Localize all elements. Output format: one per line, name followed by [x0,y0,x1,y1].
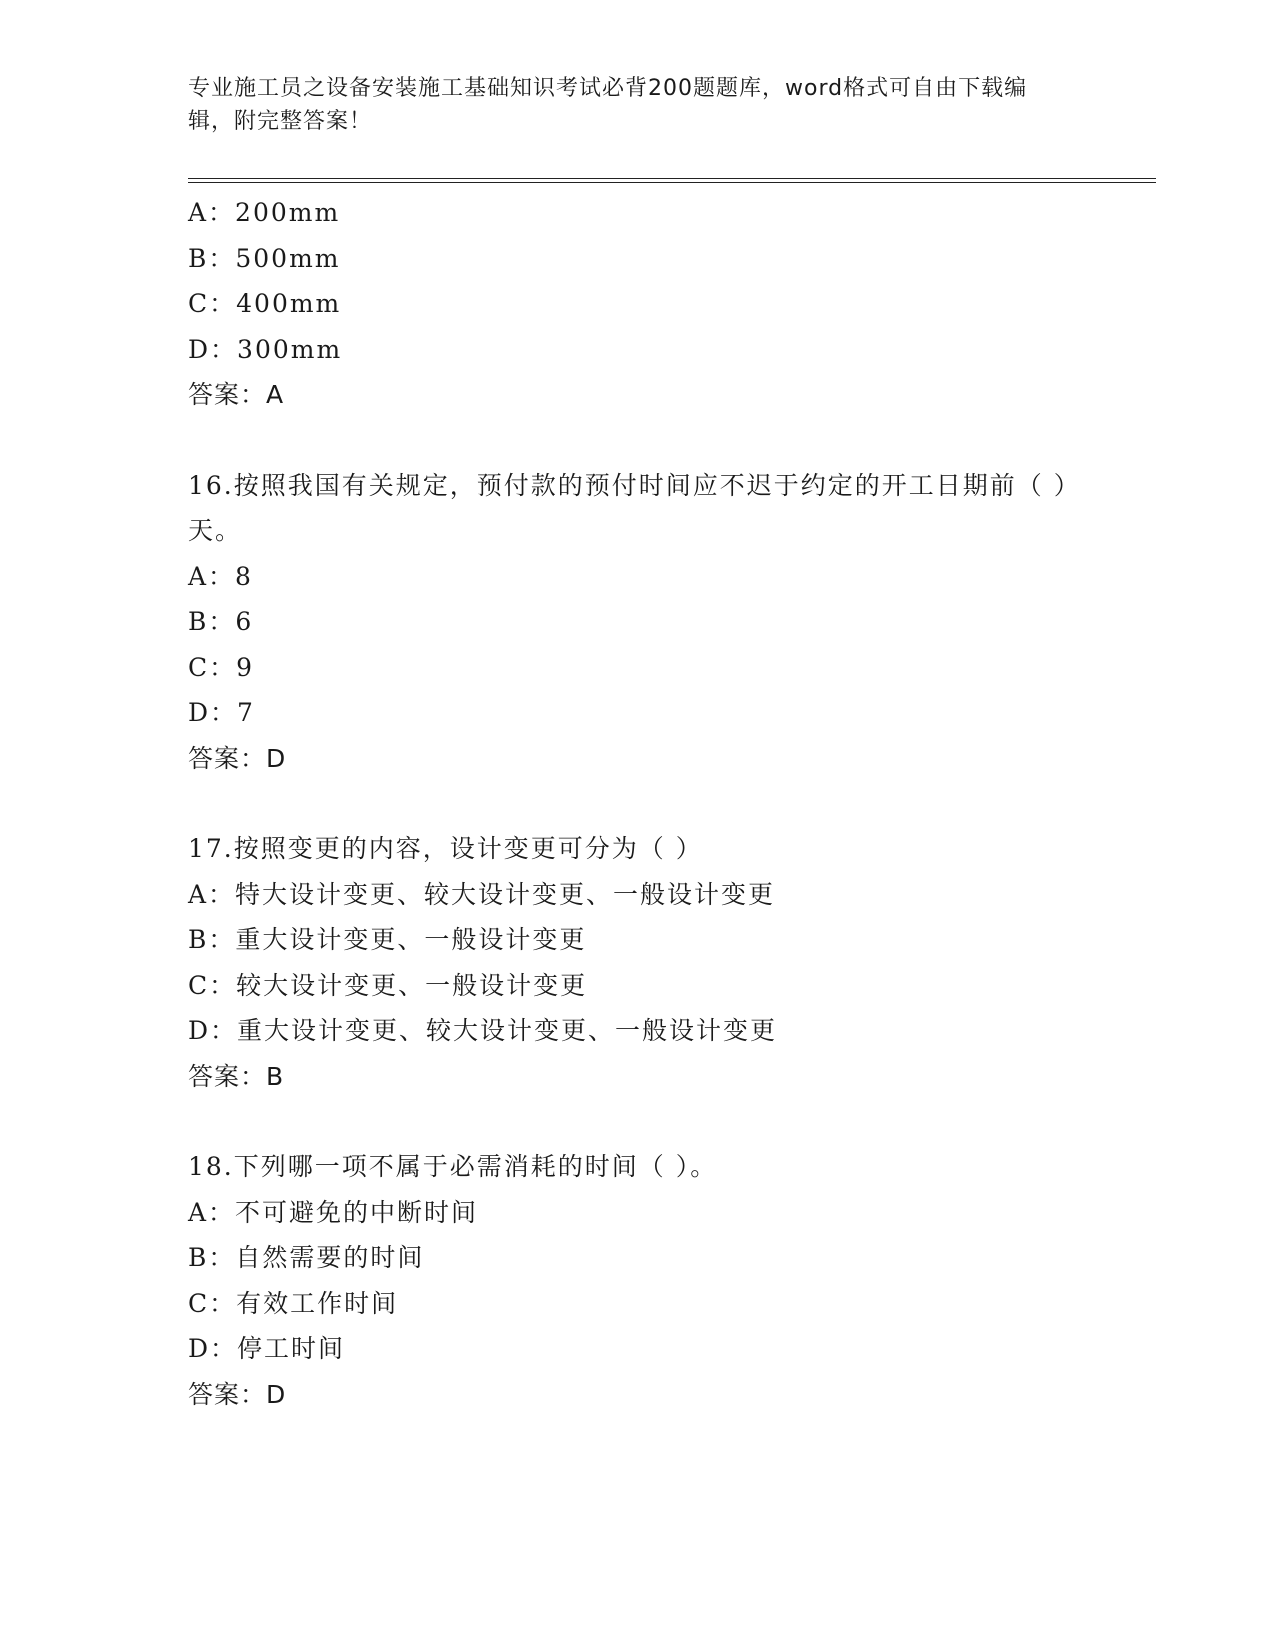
option-b: B：自然需要的时间 [188,1243,425,1272]
option-c: C：有效工作时间 [188,1288,399,1318]
option-d: D：停工时间 [188,1334,346,1363]
option-d: D：300mm [188,334,343,364]
question-17 [188,826,1158,1099]
option-d: D：重大设计变更、较大设计变更、一般设计变更 [188,1016,778,1045]
option-b: B：500mm [188,243,341,273]
question-text: 18.下列哪一项不属于必需消耗的时间（ ）。 [188,1152,718,1181]
answer: 答案：D [188,743,287,773]
document-title: 专业施工员之设备安装施工基础知识考试必背200题题库，word格式可自由下载编辑，附完整答案！ [188,76,1028,134]
question-prev [188,190,1158,418]
question-list [188,190,1158,1417]
option-c: C：9 [188,652,255,682]
option-b: B：6 [188,607,254,636]
header-divider [188,178,1156,183]
option-d: D：7 [188,698,255,727]
option-a: A：特大设计变更、较大设计变更、一般设计变更 [188,879,776,909]
question-text: 16.按照我国有关规定，预付款的预付时间应不迟于约定的开工日期前（ ）天。 [188,470,1081,545]
option-a: A：200mm [188,198,341,227]
answer: 答案：B [188,1061,285,1091]
question-16 [188,463,1158,782]
answer: 答案：A [188,380,285,409]
question-18 [188,1144,1158,1417]
option-b: B：重大设计变更、一般设计变更 [188,925,587,954]
question-text: 17.按照变更的内容，设计变更可分为（ ） [188,834,703,863]
answer: 答案：D [188,1379,287,1409]
option-c: C：较大设计变更、一般设计变更 [188,970,588,1000]
option-a: A：8 [188,561,253,591]
option-c: C：400mm [188,289,342,318]
option-a: A：不可避免的中断时间 [188,1197,479,1227]
